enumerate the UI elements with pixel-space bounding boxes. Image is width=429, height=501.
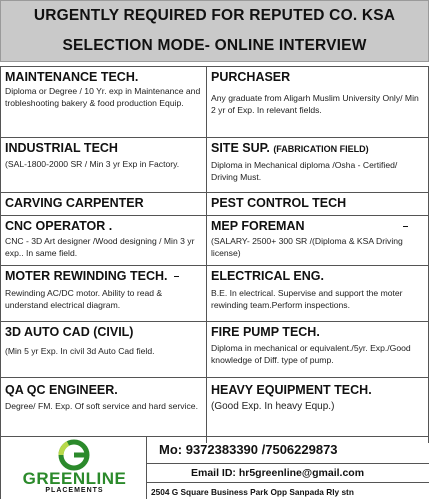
job-title-main: SITE SUP.: [211, 141, 270, 155]
poster-header: [0, 0, 429, 62]
jobs-row: [0, 377, 429, 443]
job-title: PEST CONTROL TECH: [211, 196, 347, 210]
job-title: 3D AUTO CAD (CIVIL): [5, 325, 134, 339]
job-desc: Diploma or Degree / 10 Yr. exp in Maintenance and trobleshooting bakery & food production Equip.: [5, 86, 201, 108]
job-cell: [0, 266, 206, 321]
job-title: ELECTRICAL ENG.: [211, 269, 324, 283]
job-title-main: MOTER REWINDING TECH.: [5, 269, 168, 283]
job-title: [211, 219, 424, 234]
email-address: Email ID: hr5greenline@gmail.com: [147, 464, 429, 483]
job-cell: [0, 67, 206, 137]
job-cell: [206, 216, 429, 265]
jobs-row: [0, 66, 429, 137]
job-title-main: MEP FOREMAN: [211, 219, 305, 233]
logo-subtext: PLACEMENTS: [45, 487, 104, 494]
job-cell: [0, 378, 206, 443]
job-desc: Rewinding AC/DC motor. Ability to read & understand electrical diagram.: [5, 288, 163, 310]
job-desc: CNC - 3D Art designer /Wood designing / Min 3 yr exp.. In same field.: [5, 236, 195, 258]
job-desc: B.E. In electrical. Supervise and support the moter rewinding team.Perform inspections.: [211, 288, 403, 310]
job-cell: [206, 193, 429, 215]
job-cell: [0, 216, 206, 265]
job-desc: (SAL-1800-2000 SR / Min 3 yr Exp in Factory.: [5, 159, 180, 169]
job-cell: [206, 67, 429, 137]
job-cell: [206, 266, 429, 321]
dash-mark: [174, 276, 179, 277]
job-desc: (SALARY- 2500+ 300 SR /(Diploma & KSA Driving license): [211, 236, 403, 258]
job-cell: [206, 378, 429, 443]
phone-number: Mo: 9372383390 /7506229873: [147, 437, 429, 464]
job-title: [5, 269, 202, 284]
office-address: 2504 G Square Business Park Opp Sanpada Rly stn: [151, 487, 354, 497]
jobs-row: [0, 215, 429, 265]
job-title-note: (FABRICATION FIELD): [273, 144, 369, 154]
job-desc: Diploma in mechanical or equivalent./5yr. Exp./Good knowledge of Diff. type of pump.: [211, 343, 411, 365]
job-title: HEAVY EQUIPMENT TECH.: [211, 383, 372, 397]
poster-footer: [0, 436, 429, 499]
jobs-grid: [0, 66, 429, 443]
job-title: QA QC ENGINEER.: [5, 383, 118, 397]
dash-mark: [403, 226, 408, 227]
header-title: URGENTLY REQUIRED FOR REPUTED CO. KSA: [33, 7, 396, 24]
job-desc: Degree/ FM. Exp. Of soft service and hard service.: [5, 401, 198, 411]
job-title: CNC OPERATOR .: [5, 219, 113, 233]
job-desc: Any graduate from Aligarh Muslim University Only/ Min 2 yr of Exp. In relevant fields.: [211, 93, 419, 115]
job-title: MAINTENANCE TECH.: [5, 70, 139, 84]
logo-wordmark: GREENLINE: [22, 469, 127, 488]
job-title: [211, 141, 424, 157]
logo-emblem-icon: [1, 437, 148, 471]
job-cell: [0, 138, 206, 192]
job-cell: [0, 322, 206, 377]
jobs-row: [0, 265, 429, 321]
company-logo: [0, 437, 147, 499]
job-cell: [206, 138, 429, 192]
job-title: PURCHASER: [211, 70, 291, 84]
header-subtitle: SELECTION MODE- ONLINE INTERVIEW: [62, 37, 367, 54]
job-title: FIRE PUMP TECH.: [211, 325, 320, 339]
jobs-row: [0, 192, 429, 215]
job-desc: Diploma in Mechanical diploma /Osha - Certified/ Driving Must.: [211, 160, 398, 182]
jobs-row: [0, 137, 429, 192]
jobs-row: [0, 321, 429, 377]
job-title: INDUSTRIAL TECH: [5, 141, 118, 155]
job-desc: (Good Exp. In heavy Equp.): [211, 401, 335, 412]
job-cell: [0, 193, 206, 215]
contact-block: [147, 437, 429, 499]
job-title: CARVING CARPENTER: [5, 196, 144, 210]
job-cell: [206, 322, 429, 377]
job-desc: (Min 5 yr Exp. In civil 3d Auto Cad field.: [5, 346, 155, 356]
